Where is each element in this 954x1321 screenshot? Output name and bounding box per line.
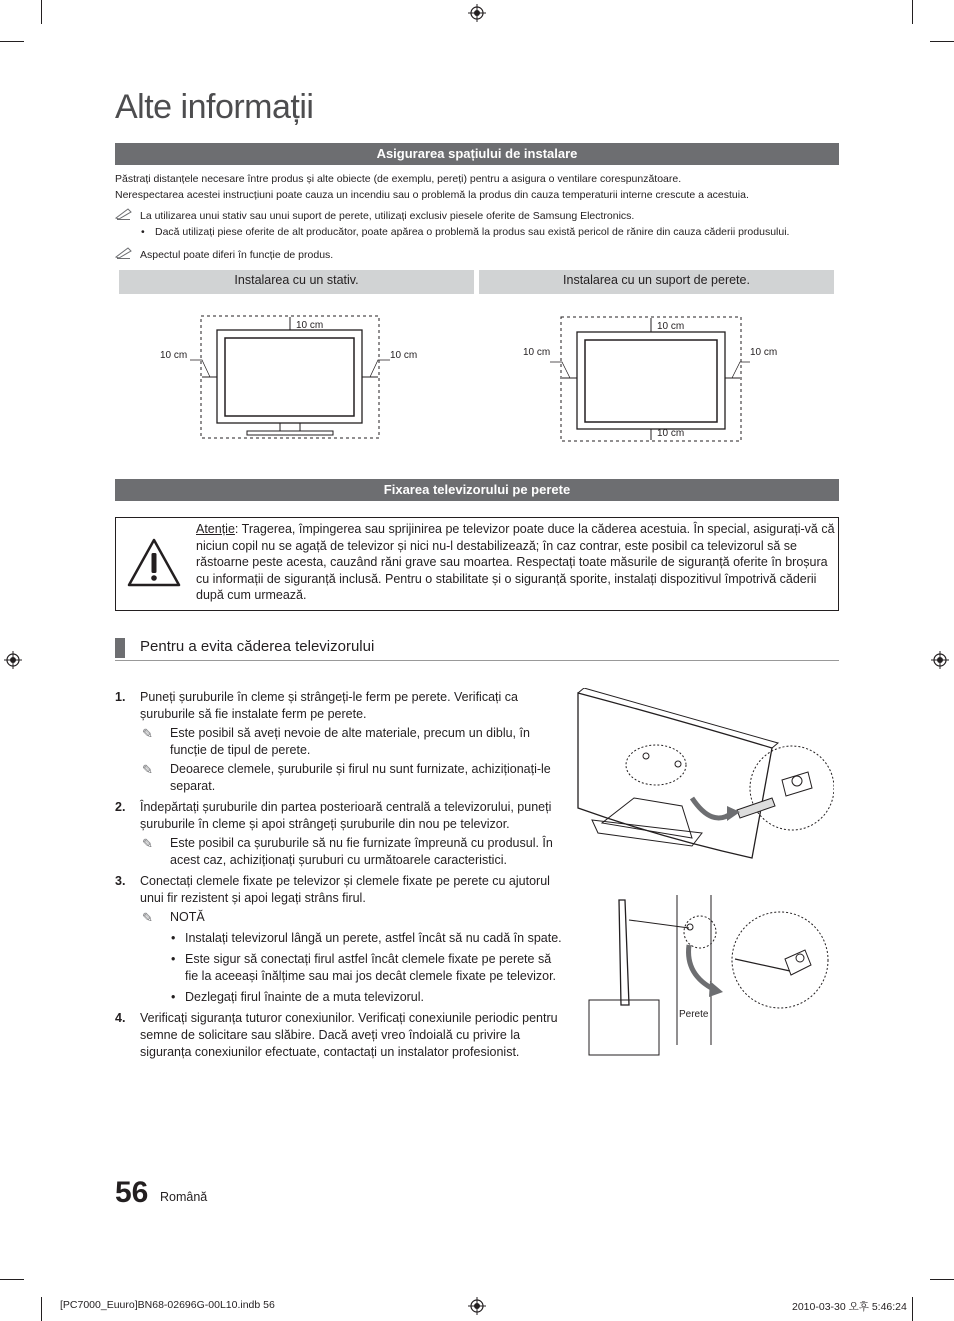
tv-base (247, 431, 333, 435)
note-pencil-icon (115, 247, 133, 264)
note-pencil-icon: ✎ (142, 762, 153, 777)
page-language: Română (160, 1190, 208, 1204)
warning-label: Atenție (196, 522, 235, 536)
detail-circle (750, 746, 834, 830)
step-note-text: Este posibil să aveți nevoie de alte materiale, precum un diblu, în funcție de tipul de perete. (170, 726, 530, 757)
section-header-wall-fixing: Fixarea televizorului pe perete (115, 479, 839, 501)
tv-side-profile (619, 900, 629, 1005)
crop-mark (41, 0, 42, 24)
tv-screen (225, 338, 354, 416)
print-slug-date: 2010-03-30 오후 5:46:24 (792, 1301, 907, 1313)
tv-back-clamp-illustration (572, 688, 834, 860)
column-header-wall-mount: Instalarea cu un suport de perete. (479, 270, 834, 294)
note-text: La utilizarea unui stativ sau unui suport de perete, utilizați exclusiv piesele oferite de Samsung Electronics. (140, 210, 635, 222)
intro-paragraph: Păstrați distanțele necesare între produs și alte obiecte (de exemplu, pereți) pentru a asigura o ventilare corespunzătoare. (115, 173, 682, 185)
step-note (115, 909, 567, 926)
bullet-dot: • (141, 226, 145, 238)
heading-marker (115, 638, 125, 658)
wall-mount-installation-diagram (515, 310, 785, 450)
screw-hole (643, 753, 649, 759)
note-label: NOTĂ (170, 910, 205, 924)
tv-frame (577, 332, 725, 429)
bullet-dot: • (171, 990, 176, 1004)
page-title: Alte informații (115, 88, 314, 126)
clearance-label-right: 10 cm (750, 347, 778, 358)
intro-text (115, 171, 839, 203)
crop-mark (912, 0, 913, 24)
clearance-label-bottom: 10 cm (657, 428, 685, 439)
clearance-label-top: 10 cm (657, 321, 685, 332)
note-pencil-icon: ✎ (142, 836, 153, 851)
note-block (115, 208, 839, 263)
registration-mark-icon (4, 651, 22, 669)
step-text: Puneți șuruburile în cleme și strângeți-le ferm pe perete. Verificați ca șuruburile să fie instalate ferm pe perete. (140, 690, 518, 721)
step-number: 2. (115, 800, 126, 814)
crop-mark (0, 1279, 24, 1280)
arrow-curve (692, 798, 732, 818)
warning-text (196, 521, 836, 604)
step-number: 4. (115, 1011, 126, 1025)
warning-body: : Tragerea, împingerea sau sprijinirea pe televizor poate duce la căderea acestuia. În special, asigurați-vă că niciun copil nu se agață de televizor și nici nu-l destabilizează; în caz contrar, este posibil ca televizorul să se răstoarne peste acesta, cauzând răni grave sau moartea. Respectați toate măsurile de siguranță oferite în broșura cu informații de siguranță inclusă. Pentru o stabilitate și o siguranță sporite, instalați dispozitivul împotrivă căderii după cum urmează. (196, 522, 835, 602)
step-number: 1. (115, 690, 126, 704)
bullet-item (115, 930, 567, 947)
bullet-text: Dacă utilizați piese oferite de alt producător, poate apărea o problemă la produs sau există pericol de rănire din cauza căderii produsului. (155, 226, 790, 238)
clearance-label-top: 10 cm (296, 320, 324, 331)
tv-cabinet (589, 1000, 659, 1055)
subsection-title: Pentru a evita căderea televizorului (140, 638, 375, 655)
bullet-item (115, 951, 567, 985)
clearance-label-left: 10 cm (160, 350, 188, 361)
clearance-label-right: 10 cm (390, 350, 418, 361)
bullet-text: Este sigur să conectați firul astfel încât clemele fixate pe perete să fie la aceeași înălțime sau mai jos decât clemele fixate pe televizor. (185, 952, 557, 983)
crop-mark (930, 41, 954, 42)
stand-installation-diagram (150, 305, 440, 445)
step-item (115, 689, 567, 795)
tv-top-edge (578, 688, 778, 748)
crop-mark (0, 41, 24, 42)
clearance-outline (201, 316, 379, 438)
bullet-text: Dezlegați firul înainte de a muta televizorul. (185, 990, 425, 1004)
step-item (115, 1010, 567, 1061)
step-text: Îndepărtați șuruburile din partea posterioară centrală a televizorului, puneți șuruburile în cleme și apoi strângeți șuruburile din nou pe televizor. (140, 800, 552, 831)
step-text: Verificați siguranța tuturor conexiunilor. Verificați conexiunile periodic pentru semne de solicitare sau slăbire. Dacă aveți vreo îndoială cu privire la siguranța conexiunilor efectuate, contactați un instalator profesionist. (140, 1011, 558, 1059)
screw-hole (675, 761, 681, 767)
bullet-item (115, 989, 567, 1006)
page-number: 56 (115, 1176, 149, 1209)
subsection-heading (115, 636, 839, 661)
screw (737, 798, 775, 818)
step-item (115, 873, 567, 1006)
detail-circle (732, 912, 828, 1008)
bullet-dot: • (171, 931, 176, 945)
wall-label: Perete (679, 1009, 709, 1020)
clearance-label-left: 10 cm (523, 347, 551, 358)
note-pencil-icon: ✎ (142, 726, 153, 741)
note-pencil-icon (115, 208, 133, 225)
note-pencil-icon: ✎ (142, 910, 153, 925)
arrow-head (709, 981, 723, 997)
tv-side-wall-illustration (585, 895, 835, 1060)
crop-mark (912, 1297, 913, 1321)
warning-box (115, 517, 839, 611)
registration-mark-icon (468, 4, 486, 22)
step-text: Conectați clemele fixate pe televizor și clemele fixate pe perete cu ajutorul unui fir rezistent și apoi legați strâns firul. (140, 874, 550, 905)
tv-neck (280, 423, 300, 431)
print-slug-file: [PC7000_Euuro]BN68-02696G-00L10.indb 56 (60, 1299, 275, 1311)
bullet-item (115, 224, 839, 240)
column-header-stand: Instalarea cu un stativ. (119, 270, 474, 294)
note-text: Aspectul poate diferi în funcție de produs. (140, 249, 334, 261)
steps-list (115, 689, 567, 1065)
section-header-installation-space: Asigurarea spațiului de instalare (115, 143, 839, 165)
warning-triangle-icon (126, 537, 182, 589)
tie-wire (629, 920, 689, 928)
intro-paragraph: Nerespectarea acestei instrucțiuni poate cauza un incendiu sau o problemă la produs din cauza temperaturii interne crescute a acestuia. (115, 189, 749, 201)
tv-back-panel (578, 693, 772, 858)
note-item (115, 208, 839, 224)
wire-detail (735, 959, 790, 971)
registration-mark-icon (931, 651, 949, 669)
tv-frame (217, 330, 362, 423)
step-item (115, 799, 567, 869)
step-note (115, 761, 567, 795)
tv-screen (585, 340, 717, 422)
step-note (115, 835, 567, 869)
step-note (115, 725, 567, 759)
crop-mark (41, 1297, 42, 1321)
bullet-dot: • (171, 952, 176, 966)
tv-stand-neck (602, 798, 692, 838)
step-number: 3. (115, 874, 126, 888)
zoom-circle (626, 745, 686, 785)
step-note-text: Deoarece clemele, șuruburile și firul nu sunt furnizate, achiziționați-le separat. (170, 762, 551, 793)
registration-mark-icon (468, 1297, 486, 1315)
step-note-text: Este posibil ca șuruburile să nu fie furnizate împreună cu produsul. În acest caz, achiziționați șuruburi cu următoarele caracteristici. (170, 836, 553, 867)
wall-clamp (687, 924, 693, 930)
crop-mark (930, 1279, 954, 1280)
note-item (115, 247, 839, 263)
bullet-text: Instalați televizorul lângă un perete, astfel încât să nu cadă în spate. (185, 931, 562, 945)
